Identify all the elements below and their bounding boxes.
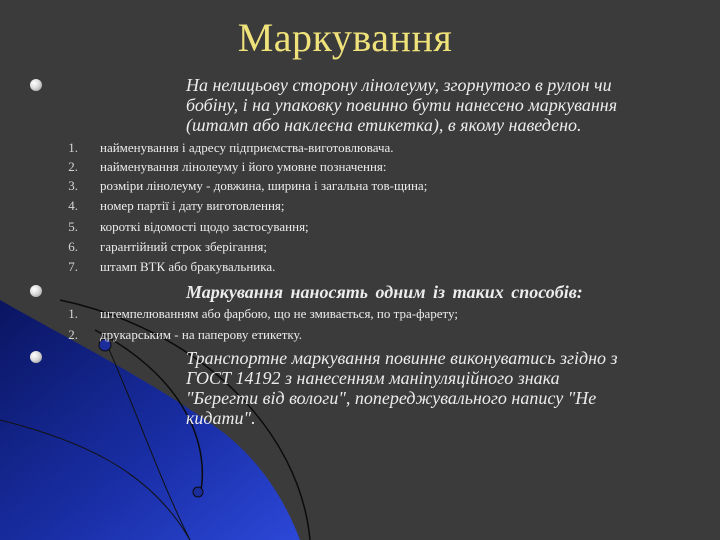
round-bullet-icon — [30, 285, 42, 297]
decorative-dot — [193, 487, 203, 497]
list-number: 2. — [68, 159, 78, 174]
list-number: 3. — [68, 178, 78, 193]
list-item: гарантійний строк зберігання; — [100, 239, 267, 254]
text-line: бобіну, і на упаковку повинно бути нанесено маркування — [186, 95, 618, 115]
list-number: 4. — [68, 198, 78, 213]
text-line: Транспортне маркування повинне виконуватись згідно з — [186, 348, 618, 368]
list-item: найменування лінолеуму і його умовне позначення: — [100, 159, 387, 174]
list-number: 1. — [68, 306, 78, 321]
section3-paragraph — [186, 348, 618, 428]
list-number: 6. — [68, 239, 78, 254]
list-number: 5. — [68, 219, 78, 234]
text-line: (штамп або наклеєна етикетка), в якому наведено. — [186, 115, 582, 135]
round-bullet-icon — [30, 351, 42, 363]
list-item: штамп ВТК або бракувальника. — [100, 259, 276, 274]
list-item: розміри лінолеуму - довжина, ширина і загальна тов-щина; — [100, 178, 428, 193]
slide-title: Маркування — [237, 15, 453, 60]
list-item: номер партії і дату виготовлення; — [100, 198, 285, 213]
list-item: штемпелюванням або фарбою, що не змивається, по тра-фарету; — [100, 306, 458, 321]
list-item: друкарським - на паперову етикетку. — [100, 327, 302, 342]
list-item: найменування і адресу підприємства-виготовлювача. — [100, 140, 394, 155]
list-number: 7. — [68, 259, 78, 274]
text-line: На нелицьову сторону лінолеуму, згорнутого в рулон чи — [186, 75, 612, 95]
text-line: ГОСТ 14192 з нанесенням маніпуляційного знака — [186, 368, 560, 388]
list-item: короткі відомості щодо застосування; — [100, 219, 309, 234]
section1-paragraph — [186, 75, 617, 135]
text-line: кидати". — [186, 408, 256, 428]
list-number: 1. — [68, 140, 78, 155]
text-line: "Берегти від вологи", попереджувального напису "Не — [186, 388, 597, 408]
round-bullet-icon — [30, 79, 42, 91]
section2-heading: Маркування наносять одним із таких способів: — [186, 282, 583, 302]
list-number: 2. — [68, 327, 78, 342]
